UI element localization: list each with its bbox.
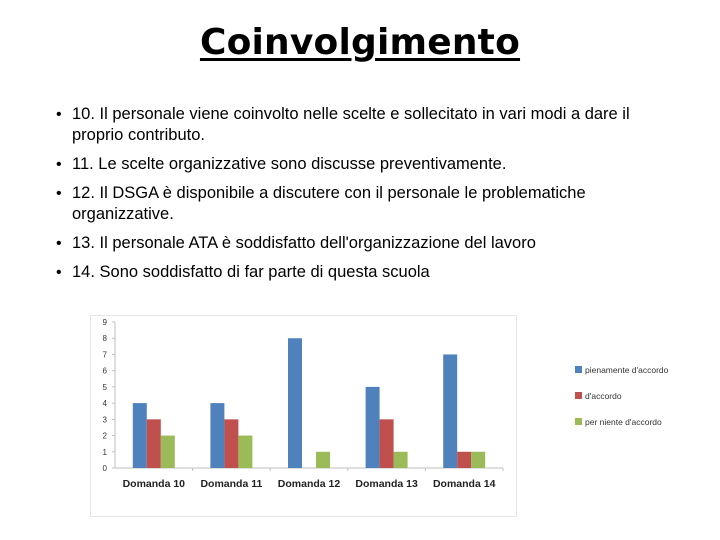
y-tick-label: 6 <box>102 366 107 376</box>
legend-label: pienamente d'accordo <box>585 365 669 375</box>
bullet-item: • 10. Il personale viene coinvolto nelle scelte e sollecitato in vari modi a dare il proprio contributo. <box>56 104 666 146</box>
bullet-item: • 14. Sono soddisfatto di far parte di questa scuola <box>56 262 666 283</box>
bar <box>380 419 394 468</box>
legend-swatch <box>575 366 582 373</box>
x-tick-label: Domanda 10 <box>122 478 186 490</box>
legend-label: d'accordo <box>585 391 622 401</box>
y-tick-label: 8 <box>102 334 107 344</box>
y-tick-label: 7 <box>102 350 107 360</box>
bar <box>316 452 330 468</box>
bar-chart <box>91 316 516 516</box>
bar <box>133 403 147 468</box>
bar <box>147 419 161 468</box>
bullet-list <box>56 104 666 291</box>
x-tick-label: Domanda 13 <box>355 478 418 490</box>
y-tick-label: 2 <box>102 431 107 441</box>
legend-item <box>575 416 715 428</box>
legend-item <box>575 364 715 376</box>
slide-title: Coinvolgimento <box>199 22 521 63</box>
bar <box>161 436 175 468</box>
chart-legend <box>575 364 715 442</box>
bullet-item: • 12. Il DSGA è disponibile a discutere con il personale le problematiche organizzative. <box>56 183 666 225</box>
bullet-item: • 11. Le scelte organizzative sono discusse preventivamente. <box>56 154 666 175</box>
bar <box>238 436 252 468</box>
bar <box>366 387 380 468</box>
bar <box>288 338 302 468</box>
x-tick-label: Domanda 11 <box>200 478 263 490</box>
bar <box>210 403 224 468</box>
bar <box>471 452 485 468</box>
legend-label: per niente d'accordo <box>585 417 662 427</box>
x-tick-label: Domanda 12 <box>277 478 341 490</box>
bar <box>224 419 238 468</box>
chart-area <box>90 315 517 517</box>
y-tick-label: 4 <box>102 399 107 409</box>
y-tick-label: 9 <box>102 318 107 327</box>
bar <box>457 452 471 468</box>
legend-swatch <box>575 392 582 399</box>
y-tick-label: 5 <box>102 382 107 392</box>
y-tick-label: 1 <box>102 447 107 457</box>
x-tick-label: Domanda 14 <box>432 478 496 490</box>
legend-item <box>575 390 715 402</box>
y-tick-label: 3 <box>102 415 107 425</box>
bar <box>394 452 408 468</box>
bar <box>443 354 457 468</box>
legend-swatch <box>575 418 582 425</box>
y-tick-label: 0 <box>102 464 107 473</box>
bullet-item: • 13. Il personale ATA è soddisfatto dell'organizzazione del lavoro <box>56 233 666 254</box>
